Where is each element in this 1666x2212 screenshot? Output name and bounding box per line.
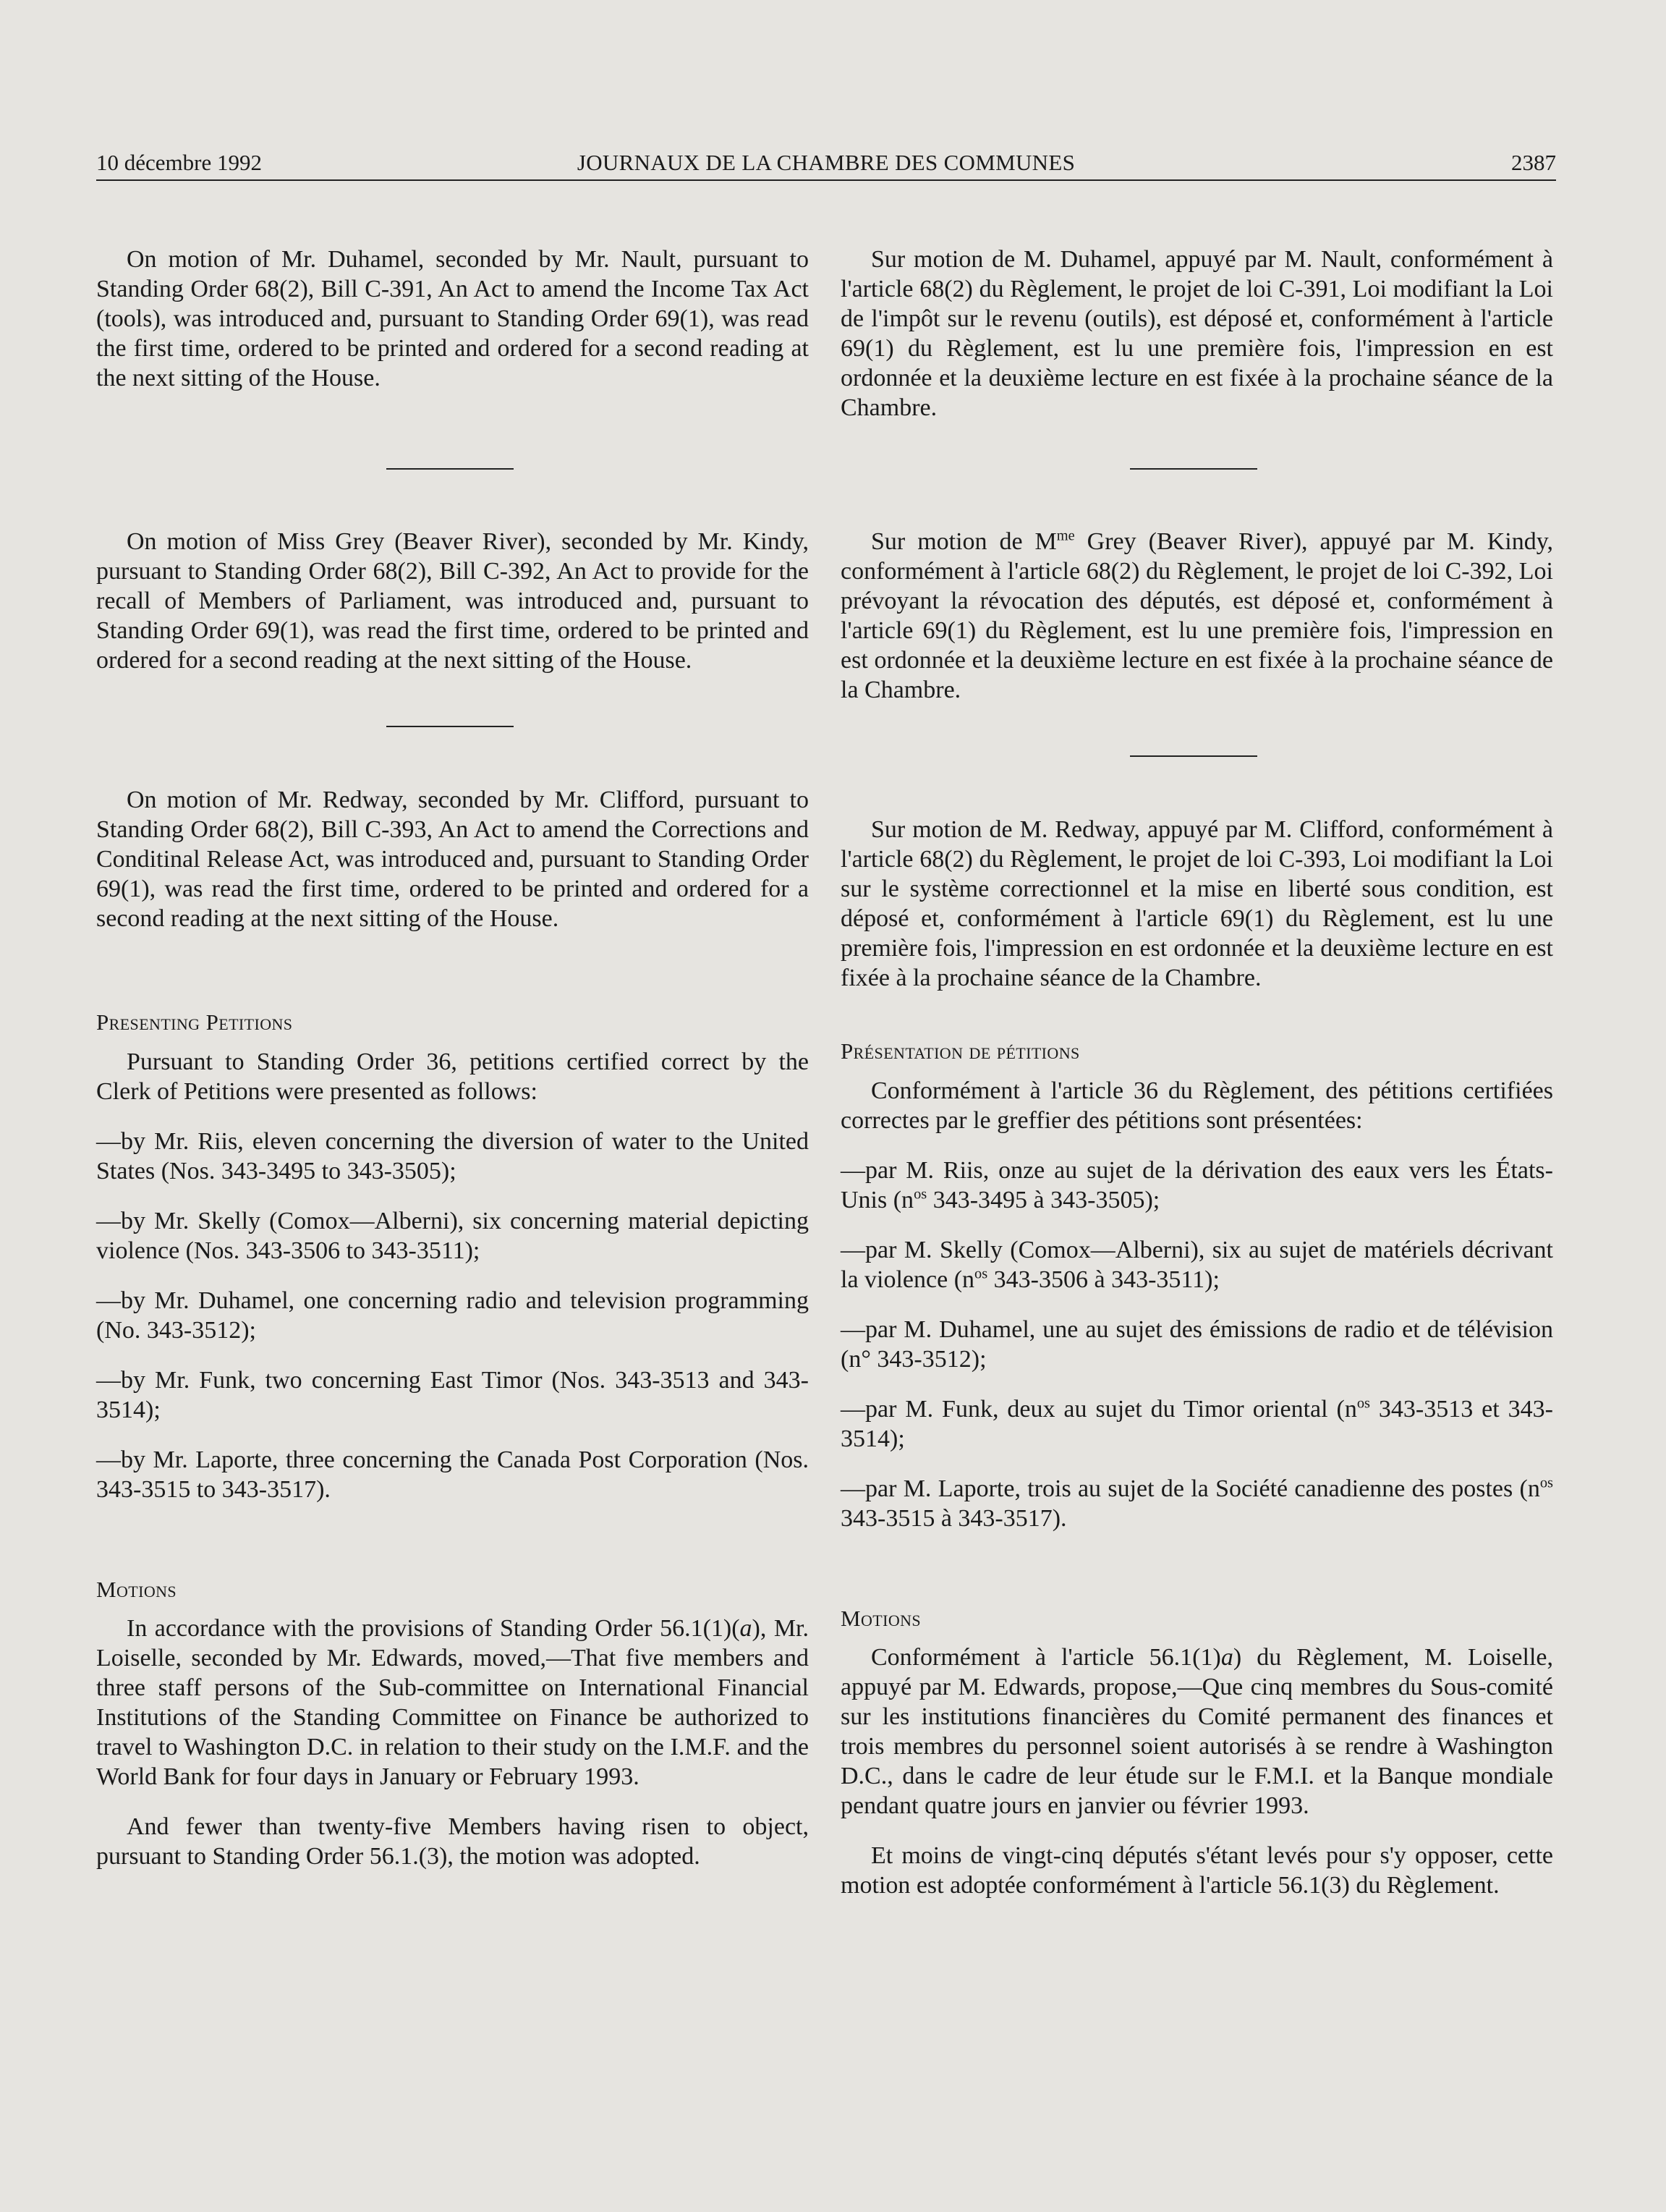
bill-c391-en: On motion of Mr. Duhamel, seconded by Mr. Nault, pursuant to Standing Order 68(2), Bill C-391, An Act to amend the Income Tax Act (tools), was introduced and, pursuant to Standing Order 69(1), was read the first time, ordered to be printed and ordered for a second reading at the next sitting of the House. xyxy=(96,246,809,391)
motion-adopted-fr: Et moins de vingt-cinq députés s'étant levés pour s'y opposer, cette motion est adoptée conformément à l'article 56.1(3) du Règlement. xyxy=(841,1842,1553,1899)
bill-c392-fr: Sur motion de $M^{me}$ Grey (Beaver River), appuyé par M. Kindy, conformément à l'article 68(2) du Règlement, le projet de loi C-392, Loi prévoyant la révocation des députés, est déposé et, conformément à l'article 69(1) du Règlement, est lu une première fois, l'impression en est ordonnée et la deuxième lecture en est fixée à la prochaine séance de la Chambre. xyxy=(841,527,1553,703)
running-head xyxy=(96,146,1556,181)
header-title: JOURNAUX DE LA CHAMBRE DES COMMUNES xyxy=(577,150,1076,175)
petition-item-fr: —par M. Riis, onze au sujet de la dérivation des eaux vers les États-Unis ($n^{os}$ 343-3495 à 343-3505); xyxy=(841,1157,1553,1213)
section-divider xyxy=(386,468,514,470)
motion-loiselle-fr: Conformément à l'article 56.1(1)a) du Règlement, M. Loiselle, appuyé par M. Edwards, propose,—Que cinq membres du Sous-comité sur les institutions financières du Comité permanent des finances et trois membres du personnel soient autorisés à se rendre à Washington D.C., dans le cadre de leur étude sur le F.M.I. et la Banque mondiale pendant quatre jours en janvier ou février 1993. xyxy=(841,1644,1553,1819)
petition-item-en: —by Mr. Duhamel, one concerning radio and television programming (No. 343-3512); xyxy=(96,1287,809,1344)
petition-item-en: —by Mr. Laporte, three concerning the Canada Post Corporation (Nos. 343-3515 to 343-3517). xyxy=(96,1446,809,1503)
section-divider xyxy=(1130,755,1257,757)
section-divider xyxy=(1130,468,1257,470)
petition-item-fr: —par M. Funk, deux au sujet du Timor oriental ($n^{os}$ 343-3513 et 343-3514); xyxy=(841,1395,1553,1452)
section-divider xyxy=(386,726,514,727)
motions-heading-en: Motions xyxy=(96,1577,177,1602)
bill-c391-fr: Sur motion de M. Duhamel, appuyé par M. Nault, conformément à l'article 68(2) du Règlement, le projet de loi C-391, Loi modifiant la Loi de l'impôt sur le revenu (outils), est déposé et, conformément à l'article 69(1) du Règlement, est lu une première fois, l'impression en est ordonnée et la deuxième lecture en est fixée à la prochaine séance de la Chambre. xyxy=(841,246,1553,421)
petitions-intro-fr: Conformément à l'article 36 du Règlement, des pétitions certifiées correctes par le greffier des pétitions sont présentées: xyxy=(841,1077,1553,1134)
petition-item-en: —by Mr. Skelly (Comox—Alberni), six concerning material depicting violence (Nos. 343-3506 to 343-3511); xyxy=(96,1208,809,1264)
bill-c392-en: On motion of Miss Grey (Beaver River), seconded by Mr. Kindy, pursuant to Standing Order 68(2), Bill C-392, An Act to provide for the recall of Members of Parliament, was introduced and, pursuant to Standing Order 69(1), was read the first time, ordered to be printed and ordered for a second reading at the next sitting of the House. xyxy=(96,528,809,674)
motion-adopted-en: And fewer than twenty-five Members having risen to object, pursuant to Standing Order 56.1.(3), the motion was adopted. xyxy=(96,1813,809,1870)
petition-item-en: —by Mr. Funk, two concerning East Timor (Nos. 343-3513 and 343-3514); xyxy=(96,1367,809,1423)
petitions-heading-en: Presenting Petitions xyxy=(96,1009,293,1035)
petitions-intro-en: Pursuant to Standing Order 36, petitions certified correct by the Clerk of Petitions were presented as follows: xyxy=(96,1048,809,1105)
petition-item-fr: —par M. Laporte, trois au sujet de la Société canadienne des postes ($n^{os}$ 343-3515 à 343-3517). xyxy=(841,1475,1553,1532)
header-date: 10 décembre 1992 xyxy=(96,150,262,175)
motion-loiselle-en: In accordance with the provisions of Standing Order 56.1(1)(a), Mr. Loiselle, seconded by Mr. Edwards, moved,—That five members and three staff persons of the Sub-committee on International Financial Institutions of the Standing Committee on Finance be authorized to travel to Washington D.C. in relation to their study on the I.M.F. and the World Bank for four days in January or February 1993. xyxy=(96,1615,809,1790)
petitions-heading-fr: Présentation de pétitions xyxy=(841,1038,1080,1064)
page-number: 2387 xyxy=(1511,150,1556,175)
french-column xyxy=(841,245,1553,1900)
petition-item-fr: —par M. Duhamel, une au sujet des émissions de radio et de télévision (n° 343-3512); xyxy=(841,1316,1553,1373)
english-column xyxy=(96,245,809,1871)
petition-item-fr: —par M. Skelly (Comox—Alberni), six au sujet de matériels décrivant la violence ($n^{os}$ 343-3506 à 343-3511); xyxy=(841,1237,1553,1293)
bill-c393-fr: Sur motion de M. Redway, appuyé par M. Clifford, conformément à l'article 68(2) du Règlement, le projet de loi C-393, Loi modifiant la Loi sur le système correctionnel et la mise en liberté sous condition, est déposé et, conformément à l'article 69(1) du Règlement, est lu une première fois, l'impression en est ordonnée et la deuxième lecture en est fixée à la prochaine séance de la Chambre. xyxy=(841,816,1553,991)
motions-heading-fr: Motions xyxy=(841,1606,922,1631)
petition-item-en: —by Mr. Riis, eleven concerning the diversion of water to the United States (Nos. 343-3495 to 343-3505); xyxy=(96,1128,809,1185)
bill-c393-en: On motion of Mr. Redway, seconded by Mr. Clifford, pursuant to Standing Order 68(2), Bill C-393, An Act to amend the Corrections and Conditinal Release Act, was introduced and, pursuant to Standing Order 69(1), was read the first time, ordered to be printed and ordered for a second reading at the next sitting of the House. xyxy=(96,787,809,932)
